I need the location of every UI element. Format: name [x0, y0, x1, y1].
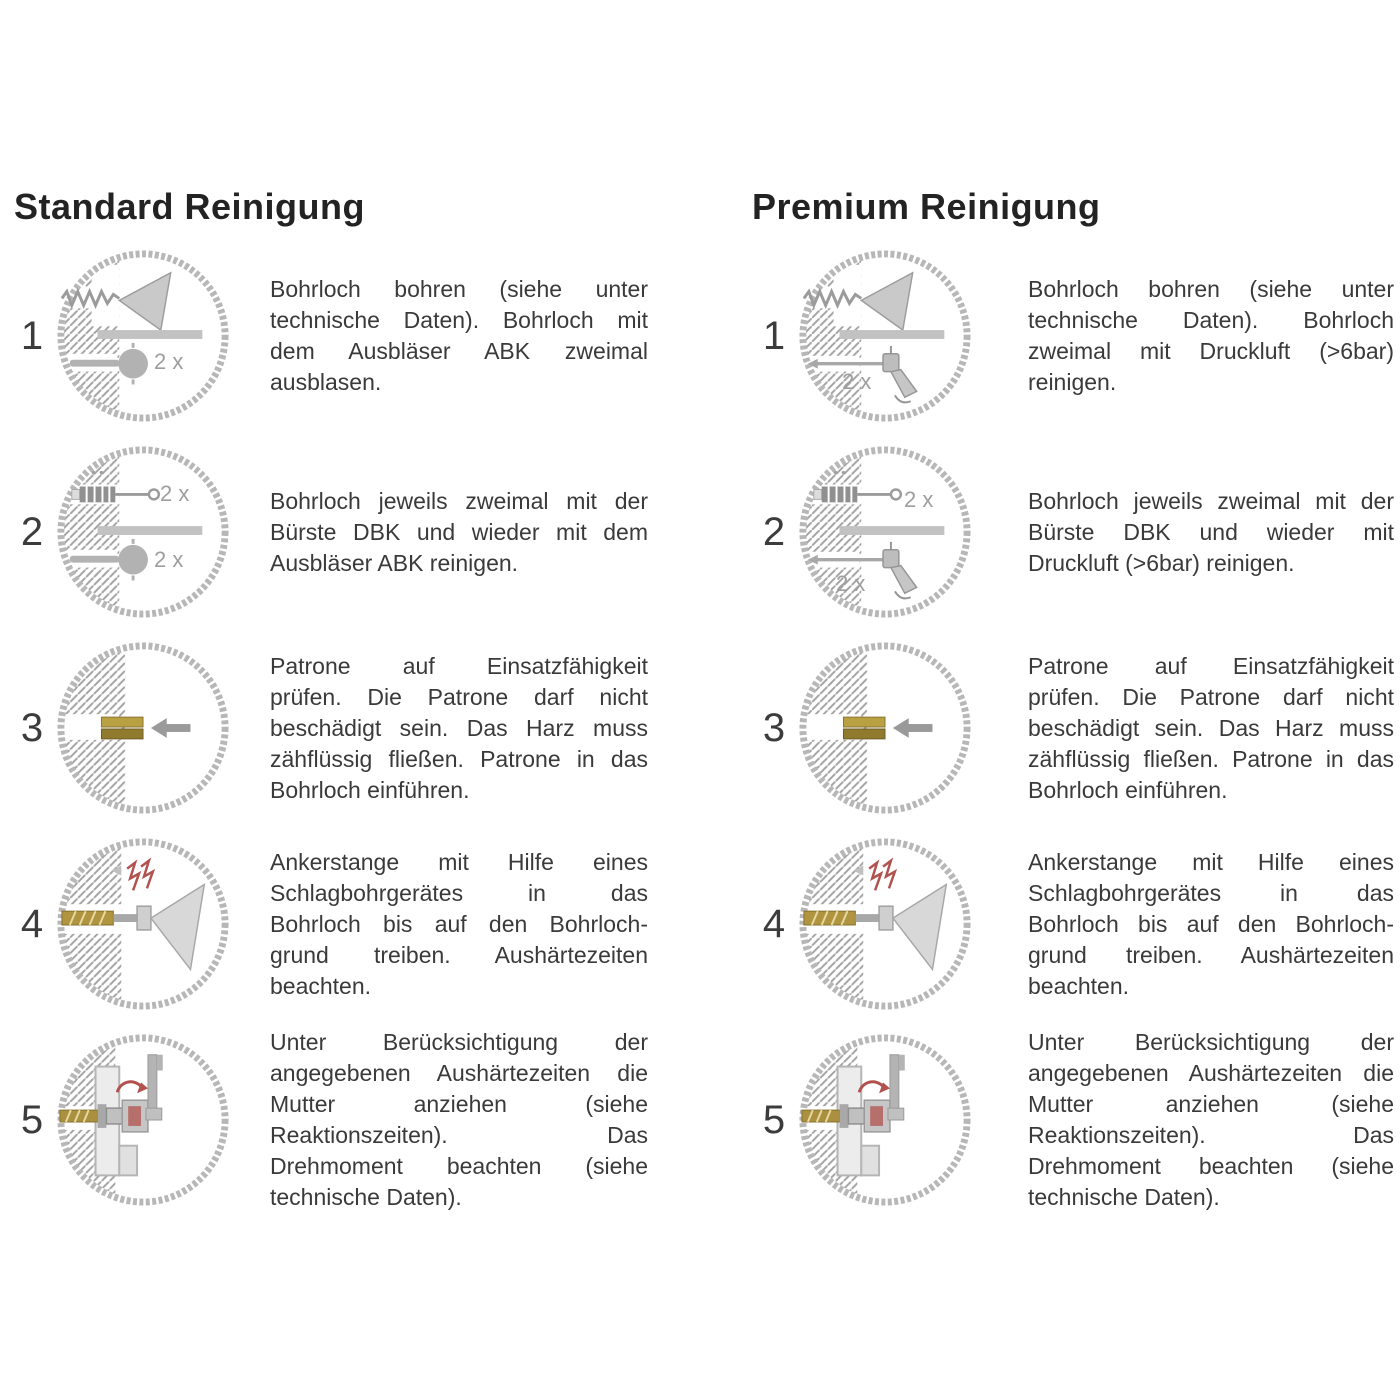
step-number: 5 — [762, 1097, 786, 1142]
cartridge-check-illustration — [796, 639, 974, 817]
step-text: Bohrloch jeweils zweimal mit der Bürste DBK und wieder mit dem Ausbläser ABK reinigen. — [270, 487, 648, 576]
step-number: 1 — [20, 313, 44, 358]
step-number: 5 — [20, 1097, 44, 1142]
cartridge-check-illustration — [54, 639, 232, 817]
step-row — [752, 630, 1400, 826]
times-two-label: 2 x — [842, 369, 872, 394]
brush-and-blowout-pump-illustration — [54, 443, 232, 621]
anchor-rod-drive-illustration — [796, 835, 974, 1013]
step-row — [752, 434, 1400, 630]
step-row — [752, 1022, 1400, 1218]
step-number: 3 — [762, 705, 786, 750]
step-text: Ankerstange mit Hilfe eines Schlagbohrgerätes in das Bohrloch bis auf den Bohrloch- grund treiben. Aushärtezeiten beachten. — [270, 848, 648, 999]
step-row — [10, 826, 700, 1022]
step-number: 1 — [762, 313, 786, 358]
step-row — [752, 238, 1400, 434]
step-text: Unter Berücksichtigung der angegebenen Aushärtezeiten die Mutter anziehen (siehe Reaktionszeiten). Das Drehmoment beachten (siehe technische Daten). — [270, 1029, 648, 1210]
step-row — [10, 238, 700, 434]
column-standard-reinigung — [0, 186, 700, 1400]
times-two-label: 2 x — [154, 547, 184, 572]
step-row — [10, 434, 700, 630]
column-premium-reinigung — [700, 186, 1400, 1400]
step-number: 4 — [762, 901, 786, 946]
times-two-label: 2 x — [154, 349, 184, 374]
step-number: 3 — [20, 705, 44, 750]
step-number: 4 — [20, 901, 44, 946]
step-text: Unter Berücksichtigung der angegebenen Aushärtezeiten die Mutter anziehen (siehe Reaktionszeiten). Das Drehmoment beachten (siehe technische Daten). — [1028, 1029, 1394, 1210]
anchor-rod-drive-illustration — [54, 835, 232, 1013]
times-two-label: 2 x — [904, 487, 934, 512]
step-number: 2 — [762, 509, 786, 554]
step-text: Patrone auf Einsatzfähigkeit prüfen. Die Patrone darf nicht beschädigt sein. Das Harz muss zähflüssig fließen. Patrone in das Bohrloch einführen. — [270, 652, 648, 803]
times-two-label: 2 x — [836, 571, 866, 596]
step-text: Patrone auf Einsatzfähigkeit prüfen. Die Patrone darf nicht beschädigt sein. Das Harz muss zähflüssig fließen. Patrone in das Bohrloch einführen. — [1028, 652, 1394, 803]
standard-section-title: Standard Reinigung — [14, 186, 365, 227]
step-text: Ankerstange mit Hilfe eines Schlagbohrgerätes in das Bohrloch bis auf den Bohrloch- grund treiben. Aushärtezeiten beachten. — [1028, 848, 1394, 999]
drill-and-air-gun-illustration — [796, 247, 974, 425]
premium-section-title: Premium Reinigung — [752, 186, 1101, 227]
times-two-label: 2 x — [160, 481, 190, 506]
drill-and-blowout-pump-illustration — [54, 247, 232, 425]
step-text: Bohrloch bohren (siehe unter technische Daten). Bohrloch mit dem Ausbläser ABK zweimal ausblasen. — [270, 276, 648, 395]
step-number: 2 — [20, 509, 44, 554]
step-text: Bohrloch jeweils zweimal mit der Bürste DBK und wieder mit Druckluft (>6bar) reinigen. — [1028, 487, 1394, 576]
step-row — [10, 630, 700, 826]
step-row — [752, 826, 1400, 1022]
step-text: Bohrloch bohren (siehe unter technische Daten). Bohrloch zweimal mit Druckluft (>6bar) reinigen. — [1028, 276, 1394, 395]
brush-and-air-gun-illustration — [796, 443, 974, 621]
nut-tightening-illustration — [796, 1031, 974, 1209]
nut-tightening-illustration — [54, 1031, 232, 1209]
step-row — [10, 1022, 700, 1218]
